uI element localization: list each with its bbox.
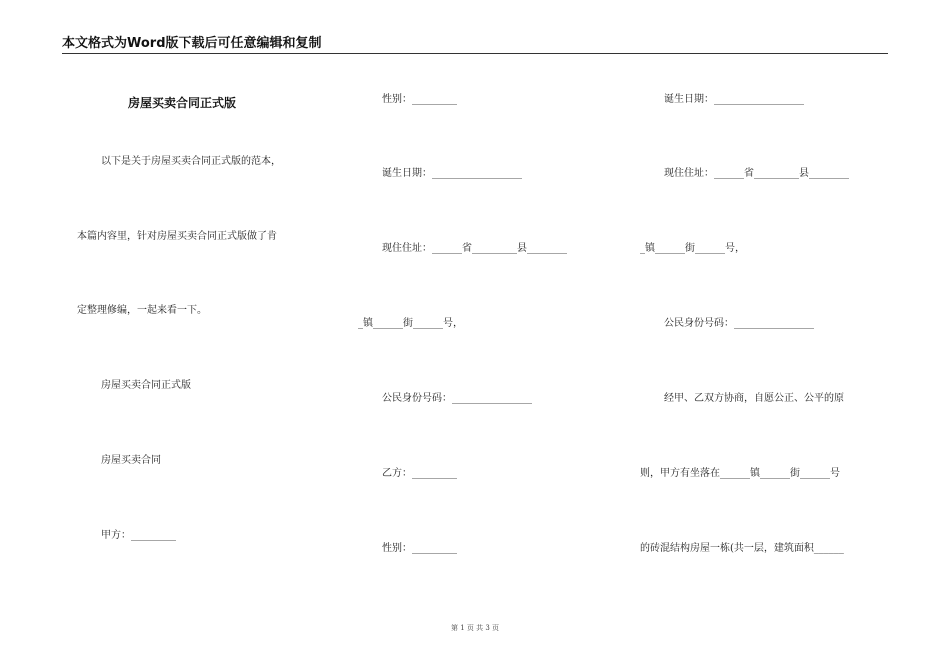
paragraph-line: 则，甲方有坐落在______镇______街______号 (640, 468, 840, 479)
birth-date-field: 诞生日期：__________________ (382, 168, 522, 179)
paragraph-line: 的砖混结构房屋一栋(共一层，建筑面积______ (640, 543, 844, 554)
birth-date-field: 诞生日期：__________________ (664, 94, 804, 105)
address-field-continued: _镇______街______号， (640, 243, 745, 254)
address-field: 现住住址：______省_________县________ (382, 243, 567, 254)
id-number-field: 公民身份号码：________________ (382, 393, 532, 404)
page-number: 第 1 页 共 3 页 (450, 624, 500, 632)
paragraph-line: 以下是关于房屋买卖合同正式版的范本， (101, 156, 281, 167)
id-number-field: 公民身份号码：________________ (664, 318, 814, 329)
gender-field: 性别：_________ (382, 94, 457, 105)
party-a-field: 甲方：_________ (101, 530, 176, 541)
contract-subheading: 房屋买卖合同 (101, 455, 161, 466)
contract-heading: 房屋买卖合同正式版 (101, 380, 191, 391)
address-field: 现住住址：______省_________县________ (664, 168, 849, 179)
document-title: 房屋买卖合同正式版 (128, 96, 237, 110)
paragraph-line: 定整理修编，一起来看一下。 (77, 305, 207, 316)
document-header: 本文格式为Word版下载后可任意编辑和复制 (62, 36, 888, 54)
address-field-continued: _镇______街______号， (358, 318, 463, 329)
paragraph-line: 本篇内容里，针对房屋买卖合同正式版做了肯 (77, 231, 277, 242)
paragraph-line: 经甲、乙双方协商，自愿公正、公平的原 (664, 393, 844, 404)
gender-field: 性别：_________ (382, 543, 457, 554)
party-b-field: 乙方：_________ (382, 468, 457, 479)
